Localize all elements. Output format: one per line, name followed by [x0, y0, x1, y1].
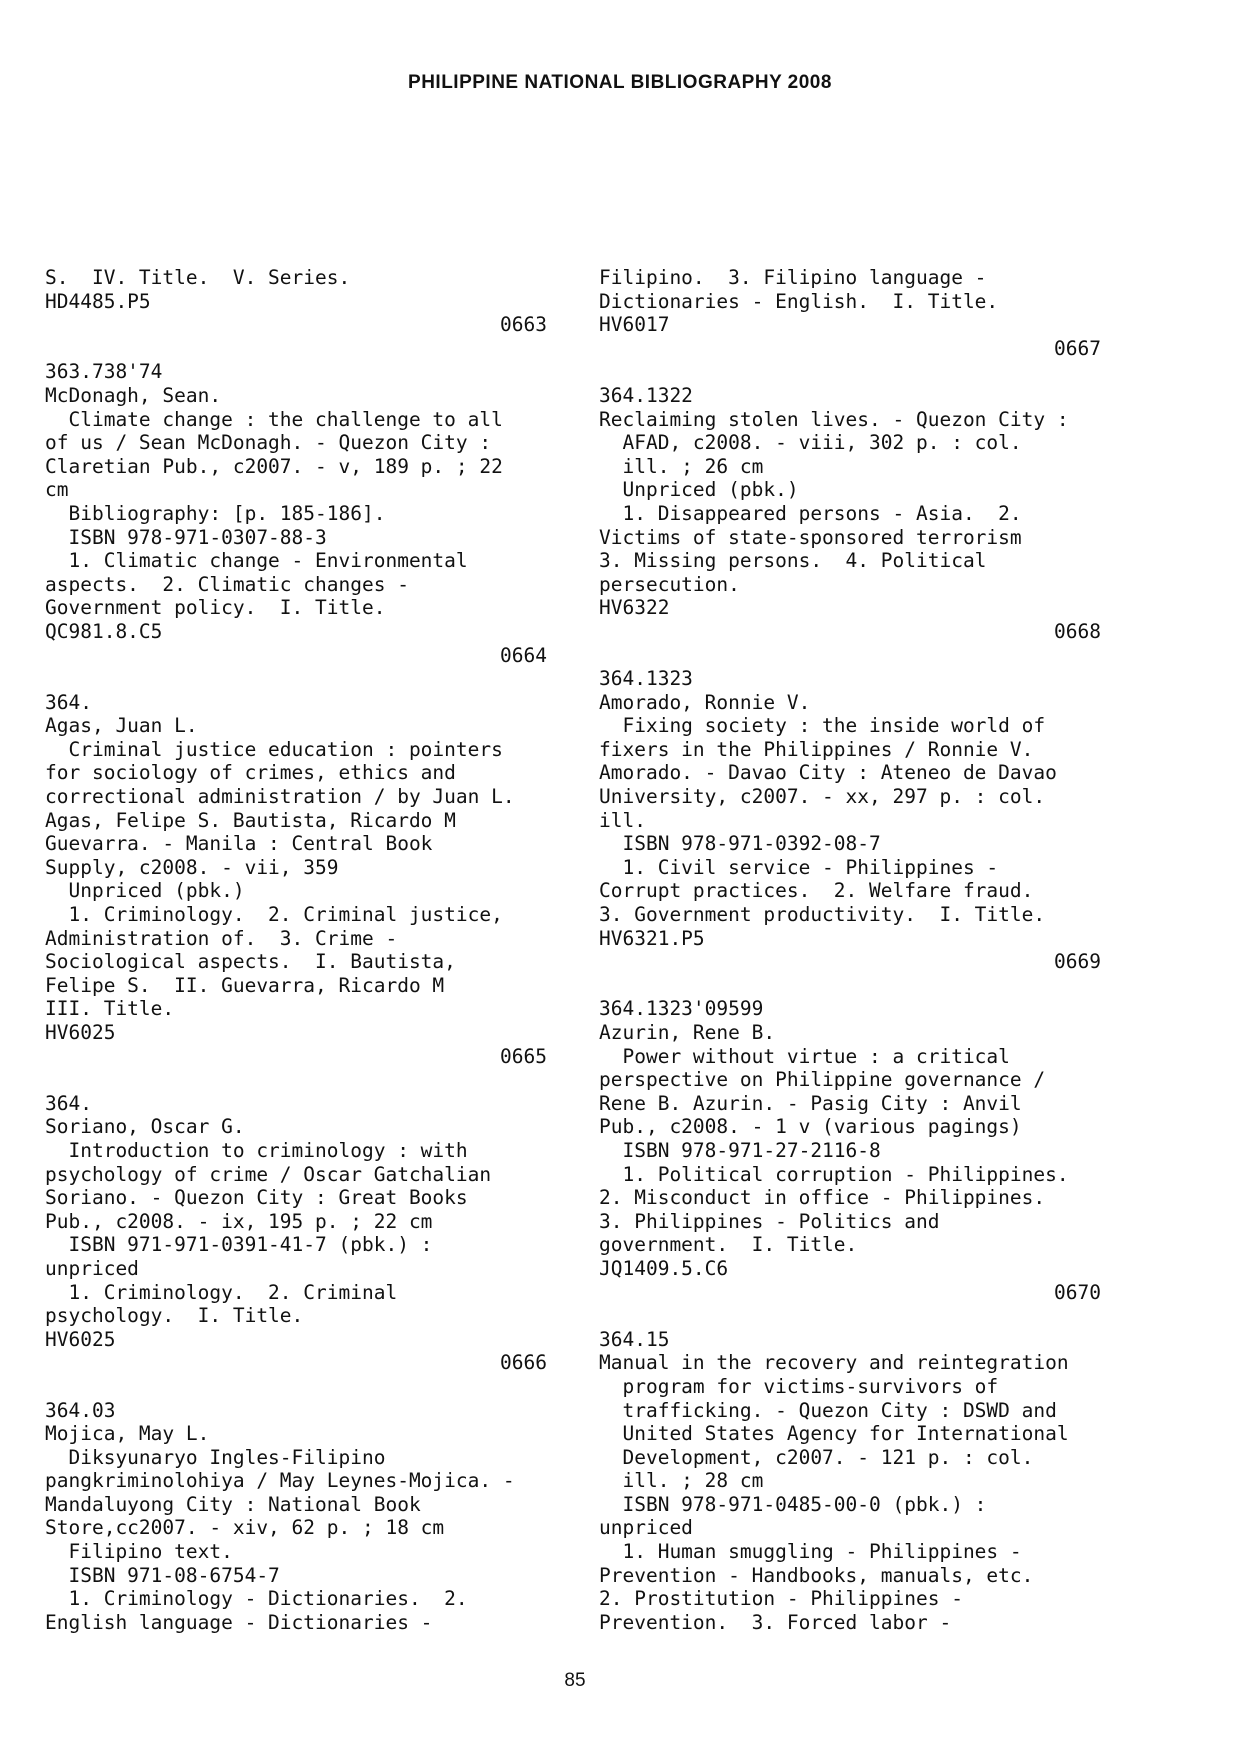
- entry-line: Mojica, May L.: [45, 1422, 210, 1446]
- entry-number: 0665: [500, 1044, 547, 1068]
- entry-line: program for victims-survivors of: [599, 1374, 999, 1398]
- blank-line: [45, 1375, 547, 1399]
- entry-line: HV6322: [599, 596, 670, 620]
- entry-line: psychology. I. Title.: [45, 1304, 304, 1328]
- entry-line: Manual in the recovery and reintegration: [599, 1351, 1069, 1375]
- entry-line: Prevention. 3. Forced labor -: [599, 1610, 952, 1634]
- entry-line: 364.15: [599, 1327, 670, 1351]
- entry-line: ISBN 978-971-0307-88-3: [45, 525, 327, 549]
- entry-line: HV6025: [45, 1021, 116, 1044]
- blank-line: [599, 360, 1101, 384]
- entry-line: Pub., c2008. - 1 v (various pagings): [599, 1115, 1022, 1139]
- entry-number: 0669: [1054, 950, 1101, 974]
- entry-line: Sociological aspects. I. Bautista,: [45, 950, 456, 974]
- blank-line: [599, 1304, 1101, 1328]
- entry-line: III. Title.: [45, 997, 175, 1021]
- entry-line: Climate change : the challenge to all: [45, 407, 503, 431]
- entry-line: Fixing society : the inside world of: [599, 714, 1046, 738]
- entry-line: United States Agency for International: [599, 1422, 1069, 1446]
- entry-line: 364.: [45, 690, 92, 714]
- entry-line: 1. Criminology. 2. Criminal justice,: [45, 903, 503, 927]
- entry-line: ill. ; 28 cm: [599, 1469, 764, 1493]
- entry-line: Government policy. I. Title.: [45, 596, 386, 620]
- entry-line: McDonagh, Sean.: [45, 383, 222, 407]
- entry-line: Unpriced (pbk.): [599, 478, 799, 502]
- entry-line: 3. Missing persons. 4. Political: [599, 549, 987, 573]
- entry-line: 1. Criminology. 2. Criminal: [45, 1280, 398, 1304]
- entry-number: 0663: [500, 313, 547, 337]
- entry-line: 364.: [45, 1091, 92, 1115]
- entry-line: cm: [45, 478, 69, 502]
- entry-line: University, c2007. - xx, 297 p. : col.: [599, 785, 1046, 809]
- entry-number: 0666: [500, 1351, 547, 1375]
- blank-line: [45, 1068, 547, 1092]
- entry-line: Rene B. Azurin. - Pasig City : Anvil: [599, 1091, 1022, 1115]
- entry-line: 364.1323'09599: [599, 997, 764, 1021]
- entry-line: unpriced: [599, 1516, 693, 1540]
- blank-line: [45, 667, 547, 691]
- entry-line: Dictionaries - English. I. Title.: [599, 289, 999, 313]
- entry-line: Power without virtue : a critical: [599, 1044, 1010, 1068]
- entry-line: 3. Government productivity. I. Title.: [599, 903, 1046, 927]
- entry-line: English language - Dictionaries -: [45, 1610, 433, 1634]
- entry-line: Store,cc2007. - xiv, 62 p. ; 18 cm: [45, 1516, 445, 1540]
- entry-line: Amorado. - Davao City : Ateneo de Davao: [599, 761, 1057, 785]
- entry-line: 3. Philippines - Politics and: [599, 1209, 940, 1233]
- entry-line: Reclaiming stolen lives. - Quezon City :: [599, 407, 1069, 431]
- entry-line: HV6321.P5: [599, 926, 705, 950]
- entry-line: AFAD, c2008. - viii, 302 p. : col.: [599, 431, 1022, 455]
- right-column: [599, 266, 1101, 1634]
- entry-line: Prevention - Handbooks, manuals, etc.: [599, 1563, 1034, 1587]
- entry-line: 2. Prostitution - Philippines -: [599, 1587, 963, 1611]
- entry-line: Criminal justice education : pointers: [45, 737, 503, 761]
- entry-line: 364.1322: [599, 383, 693, 407]
- entry-line: Claretian Pub., c2007. - v, 189 p. ; 22: [45, 454, 503, 478]
- entry-line: Diksyunaryo Ingles-Filipino: [45, 1445, 386, 1469]
- entry-line: 1. Civil service - Philippines -: [599, 855, 999, 879]
- entry-line: trafficking. - Quezon City : DSWD and: [599, 1398, 1057, 1422]
- entry-line: S. IV. Title. V. Series.: [45, 266, 351, 289]
- entry-line: ISBN 971-08-6754-7: [45, 1563, 280, 1587]
- entry-line: HV6025: [45, 1327, 116, 1351]
- entry-line: HD4485.P5: [45, 289, 151, 313]
- blank-line: [599, 974, 1101, 998]
- entry-line: persecution.: [599, 572, 740, 596]
- page-header-title: PHILIPPINE NATIONAL BIBLIOGRAPHY 2008: [408, 72, 832, 93]
- page-number: 85: [564, 1670, 586, 1691]
- entry-line: 1. Criminology - Dictionaries. 2.: [45, 1587, 468, 1611]
- entry-line: of us / Sean McDonagh. - Quezon City :: [45, 431, 492, 455]
- blank-line: [599, 644, 1101, 668]
- entry-line: 1. Climatic change - Environmental: [45, 549, 468, 573]
- entry-line: Agas, Juan L.: [45, 714, 198, 738]
- entry-number: 0664: [500, 643, 547, 667]
- entry-number: 0667: [1054, 336, 1101, 360]
- entry-line: unpriced: [45, 1256, 139, 1280]
- blank-line: [45, 337, 547, 361]
- entry-line: Development, c2007. - 121 p. : col.: [599, 1445, 1034, 1469]
- entry-line: Amorado, Ronnie V.: [599, 690, 811, 714]
- entry-line: Mandaluyong City : National Book: [45, 1492, 421, 1516]
- entry-line: HV6017: [599, 313, 670, 337]
- entry-line: 364.1323: [599, 667, 693, 691]
- entry-line: Filipino. 3. Filipino language -: [599, 266, 987, 289]
- entry-line: government. I. Title.: [599, 1233, 858, 1257]
- entry-line: Victims of state-sponsored terrorism: [599, 525, 1022, 549]
- entry-number: 0670: [1054, 1280, 1101, 1304]
- entry-line: ISBN 971-971-0391-41-7 (pbk.) :: [45, 1233, 433, 1257]
- entry-line: 363.738'74: [45, 360, 163, 384]
- entry-line: Corrupt practices. 2. Welfare fraud.: [599, 879, 1034, 903]
- entry-line: correctional administration / by Juan L.: [45, 785, 515, 809]
- entry-line: Pub., c2008. - ix, 195 p. ; 22 cm: [45, 1209, 433, 1233]
- entry-line: Azurin, Rene B.: [599, 1021, 776, 1044]
- entry-line: ISBN 978-971-27-2116-8: [599, 1138, 881, 1162]
- entry-line: 364.03: [45, 1398, 116, 1422]
- entry-line: psychology of crime / Oscar Gatchalian: [45, 1162, 492, 1186]
- entry-number: 0668: [1054, 619, 1101, 643]
- entry-line: JQ1409.5.C6: [599, 1256, 729, 1280]
- entry-line: perspective on Philippine governance /: [599, 1068, 1046, 1092]
- entry-line: Administration of. 3. Crime -: [45, 926, 398, 950]
- entry-line: Introduction to criminology : with: [45, 1138, 468, 1162]
- entry-line: for sociology of crimes, ethics and: [45, 761, 456, 785]
- entry-line: Filipino text.: [45, 1540, 233, 1564]
- entry-line: Soriano. - Quezon City : Great Books: [45, 1186, 468, 1210]
- entry-line: 2. Misconduct in office - Philippines.: [599, 1186, 1046, 1210]
- entry-line: fixers in the Philippines / Ronnie V.: [599, 737, 1034, 761]
- entry-line: ill.: [599, 808, 646, 832]
- entry-line: aspects. 2. Climatic changes -: [45, 572, 409, 596]
- entry-line: 1. Disappeared persons - Asia. 2.: [599, 501, 1022, 525]
- entry-line: ISBN 978-971-0392-08-7: [599, 832, 881, 856]
- entry-line: pangkriminolohiya / May Leynes-Mojica. -: [45, 1469, 515, 1493]
- entry-line: Felipe S. II. Guevarra, Ricardo M: [45, 973, 445, 997]
- entry-line: 1. Human smuggling - Philippines -: [599, 1540, 1022, 1564]
- entry-line: Unpriced (pbk.): [45, 879, 245, 903]
- entry-line: Bibliography: [p. 185-186].: [45, 501, 386, 525]
- entry-line: Guevarra. - Manila : Central Book: [45, 832, 433, 856]
- entry-line: QC981.8.C5: [45, 619, 163, 643]
- entry-line: ill. ; 26 cm: [599, 454, 764, 478]
- entry-line: 1. Political corruption - Philippines.: [599, 1162, 1069, 1186]
- entry-line: Supply, c2008. - vii, 359: [45, 855, 339, 879]
- entry-line: Agas, Felipe S. Bautista, Ricardo M: [45, 808, 456, 832]
- entry-line: ISBN 978-971-0485-00-0 (pbk.) :: [599, 1492, 987, 1516]
- entry-line: Soriano, Oscar G.: [45, 1115, 245, 1139]
- left-column: [45, 266, 547, 1634]
